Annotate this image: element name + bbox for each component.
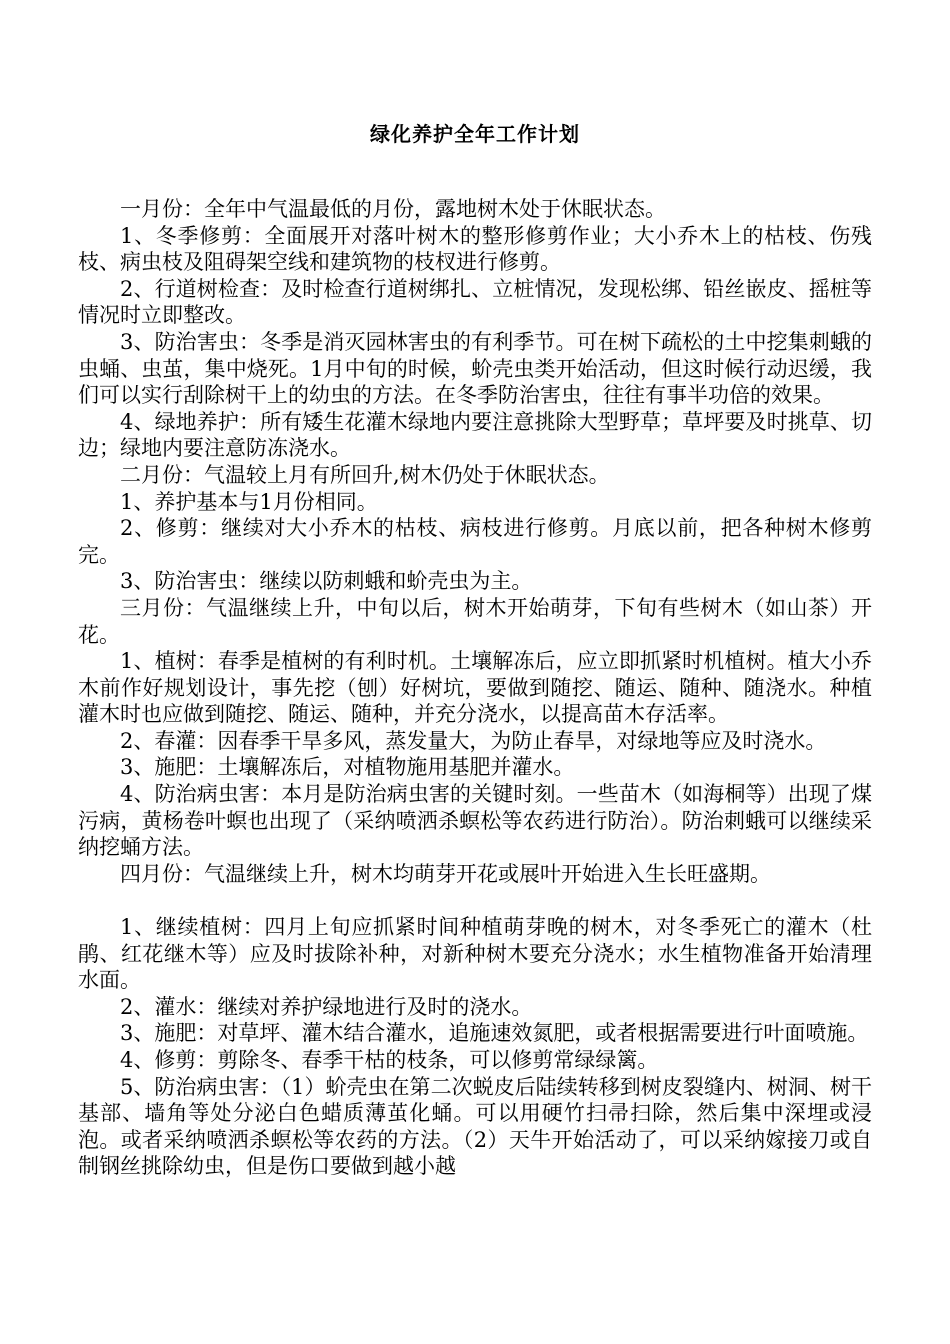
paragraph: 四月份：气温继续上升，树木均萌芽开花或展叶开始进入生长旺盛期。	[120, 861, 771, 886]
paragraph: 2、修剪：继续对大小乔木的枯枝、病枝进行修剪。月底以前，把各种树木修剪完。	[78, 516, 872, 567]
paragraph: 4、防治病虫害：本月是防治病虫害的关键时刻。一些苗木（如海桐等）出现了煤污病，黄杨卷叶螟也出现了（采纳喷洒杀螟松等农药进行防治）。防治刺蛾可以继续采纳挖蛹方法。	[78, 782, 872, 860]
paragraph: 2、行道树检查：及时检查行道树绑扎、立桩情况，发现松绑、铅丝嵌皮、摇桩等情况时立即整改。	[78, 276, 872, 328]
paragraph: 三月份：气温继续上升，中旬以后，树木开始萌芽，下旬有些树木（如山茶）开花。	[78, 595, 872, 647]
paragraph: 4、绿地养护：所有矮生花灌木绿地内要注意挑除大型野草；草坪要及时挑草、切边；绿地内要注意防冻浇水。	[78, 409, 872, 461]
paragraph: 1、养护基本与1月份相同。	[120, 489, 378, 514]
paragraph: 1、继续植树：四月上旬应抓紧时间种植萌芽晚的树木，对冬季死亡的灌木（杜鹃、红花继木等）应及时拔除补种，对新种树木要充分浇水；水生植物准备开始清理水面。	[78, 915, 872, 993]
paragraph: 1、植树：春季是植树的有利时机。土壤解冻后，应立即抓紧时机植树。植大小乔木前作好规划设计，事先挖（刨）好树坑，要做到随挖、随运、随种、随浇水。种植灌木时也应做到随挖、随运、随种，并充分浇水，以提高苗木存活率。	[78, 649, 872, 727]
paragraph: 2、春灌：因春季干旱多风，蒸发量大，为防止春旱，对绿地等应及时浇水。	[120, 728, 827, 753]
paragraph: 3、施肥：土壤解冻后，对植物施用基肥并灌水。	[120, 755, 575, 780]
paragraph: 二月份：气温较上月有所回升,树木仍处于休眠状态。	[120, 462, 610, 487]
paragraph: 1、冬季修剪：全面展开对落叶树木的整形修剪作业；大小乔木上的枯枝、伤残枝、病虫枝及阻碍架空线和建筑物的枝杈进行修剪。	[78, 223, 872, 275]
paragraph: 一月份：全年中气温最低的月份，露地树木处于休眠状态。	[120, 197, 666, 221]
document-title: 绿化养护全年工作计划	[370, 122, 580, 146]
paragraph: 3、防治害虫：继续以防刺蛾和蚧壳虫为主。	[120, 569, 533, 594]
paragraph: 2、灌水：继续对养护绿地进行及时的浇水。	[120, 994, 533, 1019]
paragraph: 3、防治害虫：冬季是消灭园林害虫的有利季节。可在树下疏松的土中挖集刺蛾的虫蛹、虫茧，集中烧死。1月中旬的时候，蚧壳虫类开始活动，但这时候行动迟缓，我们可以实行刮除树干上的幼虫的方法。在冬季防治害虫，往往有事半功倍的效果。	[78, 329, 872, 408]
document-body	[78, 196, 872, 1180]
paragraph: 4、修剪：剪除冬、春季干枯的枝条，可以修剪常绿绿篱。	[120, 1048, 659, 1072]
blank-line	[78, 887, 872, 914]
paragraph: 3、施肥：对草坪、灌木结合灌水，追施速效氮肥，或者根据需要进行叶面喷施。	[120, 1021, 869, 1046]
paragraph: 5、防治病虫害：（1）蚧壳虫在第二次蜕皮后陆续转移到树皮裂缝内、树洞、树干基部、墙角等处分泌白色蜡质薄茧化蛹。可以用硬竹扫帚扫除，然后集中深埋或浸泡。或者采纳喷洒杀螟松等农药的方法。（2）天牛开始活动了，可以采纳嫁接刀或自制钢丝挑除幼虫，但是伤口要做到越小越	[78, 1074, 872, 1179]
